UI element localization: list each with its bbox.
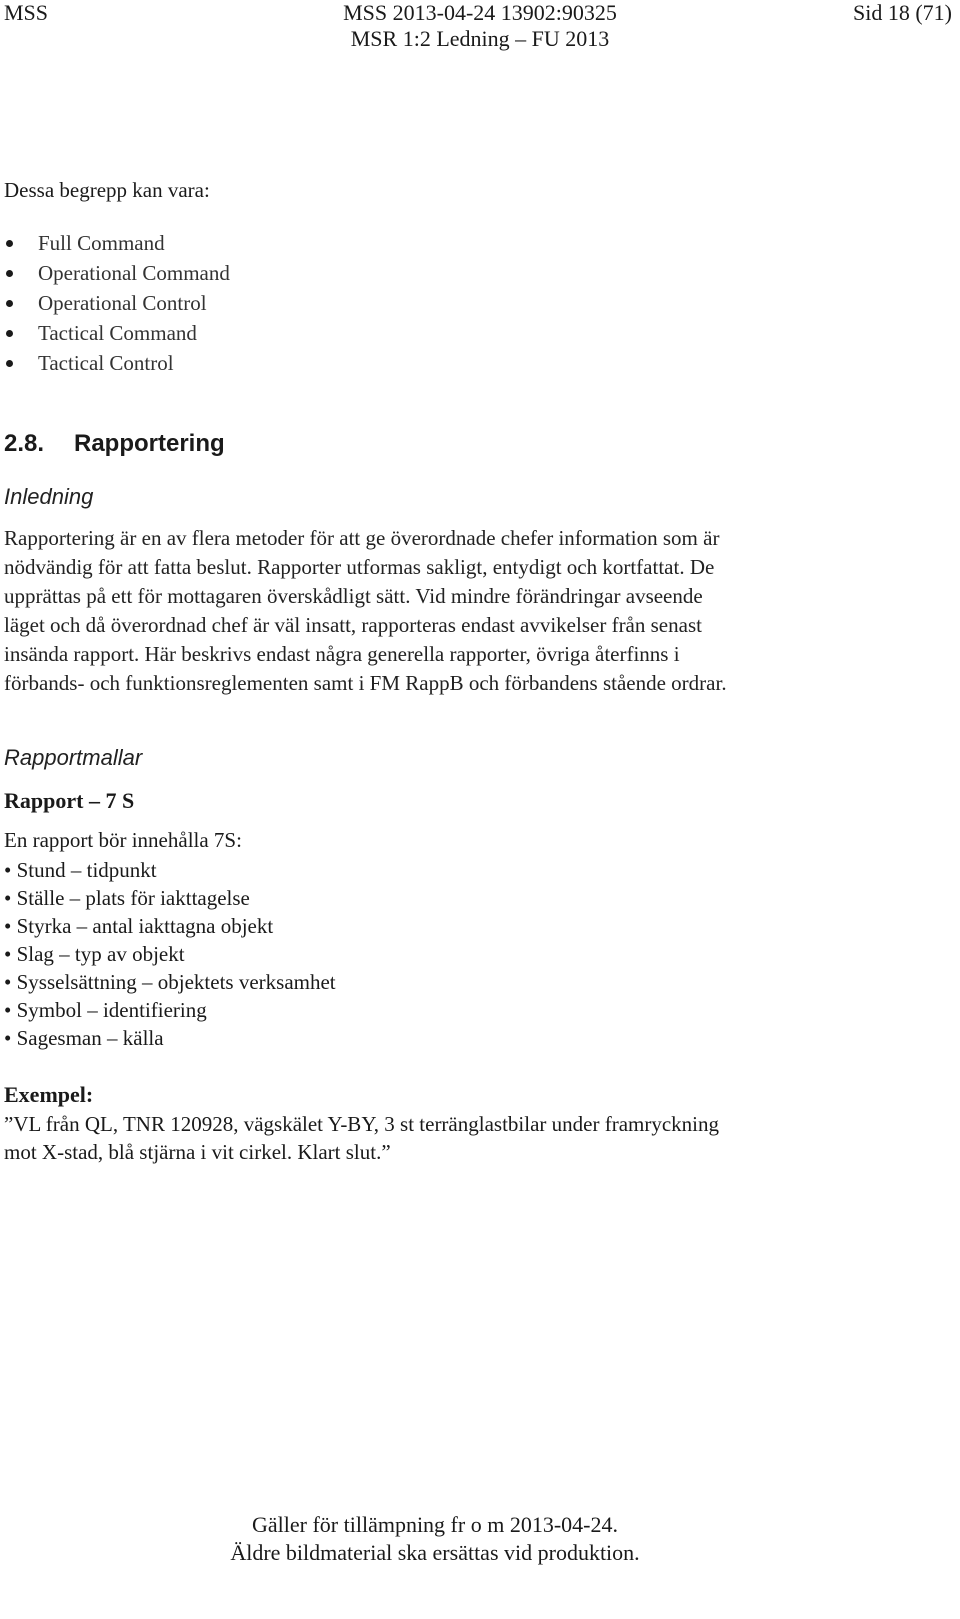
list-item: [4, 348, 230, 378]
bullet-icon: [6, 330, 13, 337]
paragraph-line: läget och då överordnad chef är väl insatt, rapporteras endast avvikelser från senast: [4, 613, 702, 637]
intro-text: Dessa begrepp kan vara:: [4, 178, 210, 202]
paragraph-line: insända rapport. Här beskrivs endast några generella rapporter, övriga återfinns i: [4, 642, 680, 666]
paragraph-line: förbands- och funktionsreglementen samt i FM RappB och förbandens stående ordrar.: [4, 671, 727, 695]
header-left: MSS: [4, 0, 49, 25]
list-item: • Sysselsättning – objektets verksamhet: [4, 970, 336, 994]
list-item-label: Operational Command: [38, 261, 230, 285]
section-number: 2.8.: [4, 430, 45, 457]
header-page-number: Sid 18 (71): [853, 0, 952, 25]
report-title: Rapport – 7 S: [4, 788, 135, 813]
subheading-intro: Inledning: [4, 484, 94, 509]
paragraph-line: nödvändig för att fatta beslut. Rapporter utformas sakligt, entydigt och kortfattat. De: [4, 555, 715, 579]
example-line: mot X-stad, blå stjärna i vit cirkel. Klart slut.”: [4, 1140, 391, 1164]
list-item-label: Tactical Command: [38, 321, 197, 345]
list-item: [4, 258, 230, 288]
footer-note: Äldre bildmaterial ska ersättas vid produktion.: [230, 1540, 640, 1565]
bullet-icon: [6, 240, 13, 247]
intro-paragraph: [4, 524, 904, 698]
report-items-list: [4, 856, 336, 1052]
bullet-icon: [6, 300, 13, 307]
list-item: [4, 228, 230, 258]
example-line: ”VL från QL, TNR 120928, vägskälet Y-BY, 3 st terränglastbilar under framryckning: [4, 1112, 719, 1136]
bullet-icon: [6, 360, 13, 367]
list-item: [4, 318, 230, 348]
report-intro: En rapport bör innehålla 7S:: [4, 828, 242, 852]
subheading-templates: Rapportmallar: [4, 745, 143, 770]
list-item-label: Full Command: [38, 231, 165, 255]
paragraph-line: upprättas på ett för mottagaren överskådligt sätt. Vid mindre förändringar avseende: [4, 584, 703, 608]
section-heading: [4, 430, 225, 458]
concept-list: [4, 228, 230, 378]
header-document-title: MSR 1:2 Ledning – FU 2013: [350, 26, 610, 51]
list-item: • Sagesman – källa: [4, 1026, 164, 1050]
list-item: • Symbol – identifiering: [4, 998, 207, 1022]
footer-validity: Gäller för tillämpning fr o m 2013-04-24.: [252, 1512, 618, 1537]
list-item: • Slag – typ av objekt: [4, 942, 185, 966]
section-title: Rapportering: [74, 430, 225, 457]
list-item: • Stund – tidpunkt: [4, 858, 157, 882]
bullet-icon: [6, 270, 13, 277]
list-item: [4, 288, 230, 318]
list-item-label: Operational Control: [38, 291, 207, 315]
example-label: Exempel:: [4, 1082, 94, 1107]
list-item: • Ställe – plats för iakttagelse: [4, 886, 250, 910]
list-item: • Styrka – antal iakttagna objekt: [4, 914, 274, 938]
paragraph-line: Rapportering är en av flera metoder för att ge överordnade chefer information som är: [4, 526, 720, 550]
list-item-label: Tactical Control: [38, 351, 174, 375]
example-text: [4, 1110, 934, 1166]
header-document-id: MSS 2013-04-24 13902:90325: [343, 0, 617, 25]
